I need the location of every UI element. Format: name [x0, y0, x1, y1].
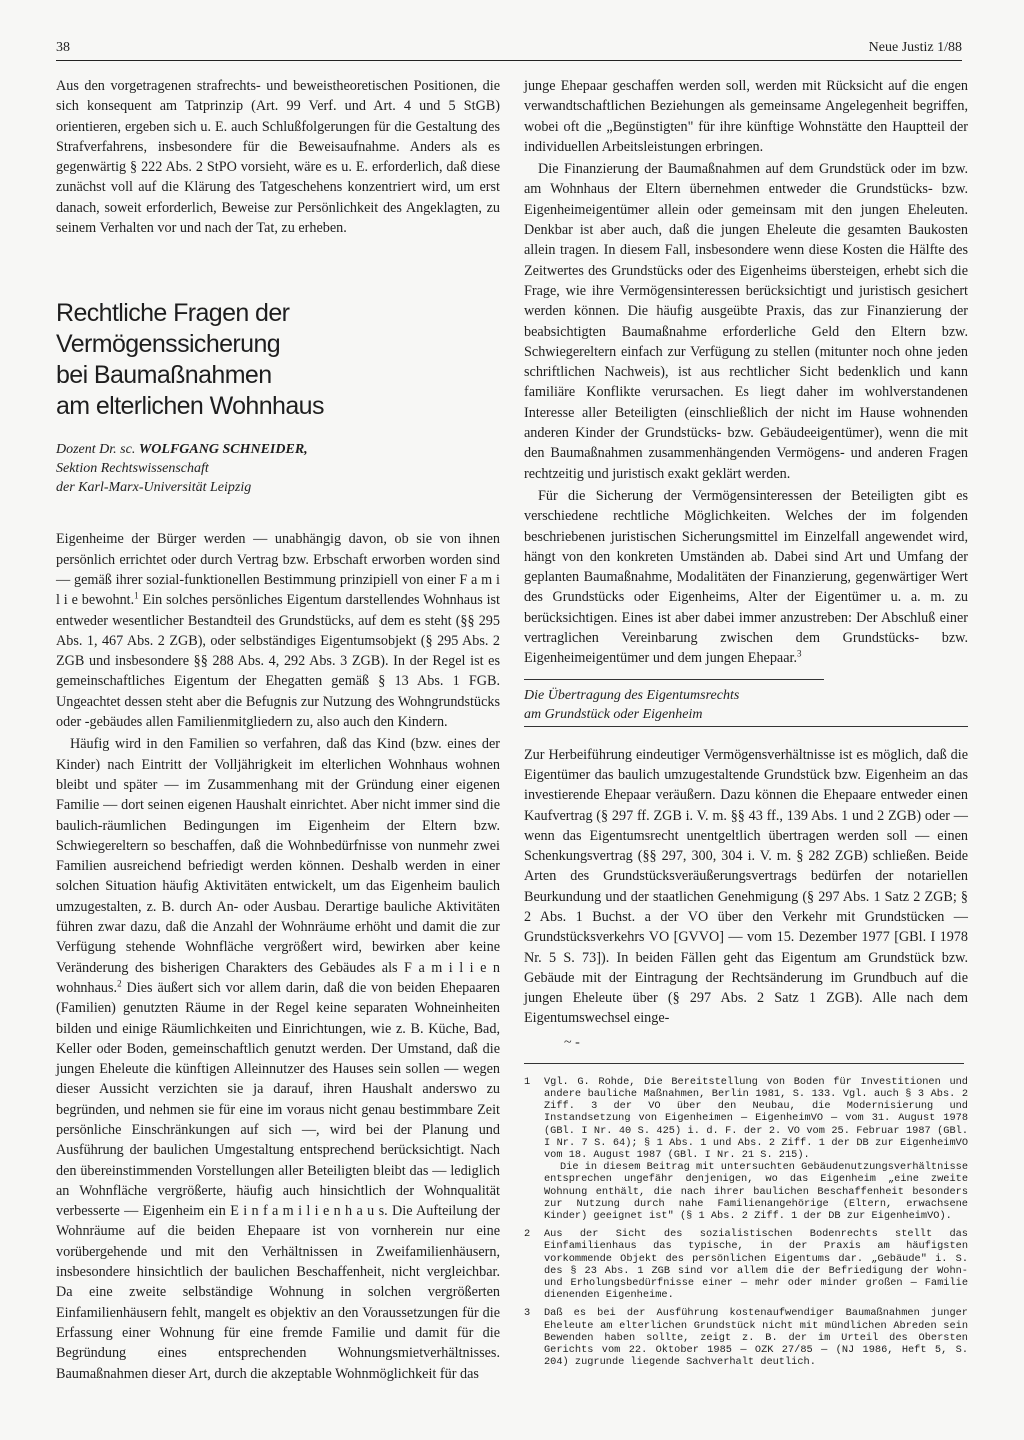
footnote [524, 1076, 968, 1222]
scan-marks: ~ - [564, 1034, 580, 1050]
article-title-line: am elterlichen Wohnhaus [56, 392, 324, 421]
article-title-line: bei Baumaßnahmen [56, 361, 272, 390]
article-title-line: Rechtliche Fragen der Vermögenssicherung [56, 299, 290, 359]
footnote-number: 2 [524, 1228, 531, 1241]
footnote-rule [524, 1063, 964, 1064]
footnote-ref[interactable]: 1 [134, 590, 139, 601]
footnotes [524, 1076, 968, 1369]
body-paragraph: Häufig wird in den Familien so verfahren, daß das Kind (bzw. eines der Kinder) nach Eintritt der Volljährigkeit im elterlichen Wohnhaus wohnen bleibt und später — im Zusammenhang mit der Gründung einer eigenen Familie — dort seinen eigenen Haushalt einrichtet. Aber nicht immer sind die baulich-räumlichen Bedingungen im Eigenheim der Eltern bzw. Schwiegereltern so beschaffen, daß die Wohnbedürfnisse von nunmehr zwei Familien ausreichend befriedigt werden können. Deshalb werden in einer solchen Situation häufig Aktivitäten entwickelt, um das Eigenheim baulich umzugestalten, z. B. durch An- oder Ausbau. Derartige bauliche Aktivitäten führen zwar dazu, daß die Anzahl der Wohnräume erhöht und damit die zur Verfügung stehende Wohnfläche vergrößert wird, bewirken aber keine Veränderung des bisherigen Charakters des Gebäudes als F a m i l i e n wohnhaus.$^2$ Dies äußert sich vor allem darin, daß die von beiden Ehepaaren (Familien) genutzten Räume in der Regel keine separaten Wohneinheiten bilden und einige Räumlichkeiten und Einrichtungen, wie z. B. Küche, Bad, Keller oder Boden, gemeinschaftlich genutzt werden. Der Umstand, daß die jungen Eheleute die künftigen Alleinnutzer des Hauses sein sollen — wegen dieser Aussicht verzichten sie ja darauf, ihren Haushalt anderswo zu begründen, und nehmen sie für eine im voraus nicht genau bestimmbare Zeit persönliche Einschränkungen auf sich —, wird bei der Planung und Ausführung der baulichen Umgestaltung entsprechend berücksichtigt. Nach den übereinstimmenden Vorstellungen aller Beteiligten bleibt das — lediglich an Wohnfläche vergrößerte, häufig auch hinsichtlich der Wohnqualität verbesserte — Eigenheim ein E i n f a m i l i e n h a u s. Die Aufteilung der Wohnräume auf die beiden Ehepaare ist von vornherein nur eine vorübergehende und mit den Verhältnissen in Zweifamilienhäusern, insbesondere hinsichtlich der baulichen Beschaffenheit, nicht vergleichbar. Da eine zweite selbständige Wohnung in solchen vergrößerten Einfamilienhäusern fehlt, mangelt es objektiv an den Voraussetzungen für die Erfassung einer Wohnung für eine fremde Familie und damit für die Begründung eines entsprechenden Wohnungsmietverhältnisses. Baumaßnahmen dieser Art, durch die akzeptable Wohnmöglichkeit für das [56, 736, 500, 1382]
footnote [524, 1307, 968, 1368]
body-paragraph: junge Ehepaar geschaffen werden soll, werden mit Rücksicht auf die engen verwandtschaftlichen Beziehungen als gemeinsame Angelegenheit begriffen, wobei oft die „Begünstigten" für ihre künftige Wohnstätte den Hauptteil der individuellen Arbeitsleistungen erbringen. [524, 78, 968, 155]
body-paragraph: Die Finanzierung der Baumaßnahmen auf dem Grundstück oder im bzw. am Wohnhaus der Eltern übernehmen entweder die Grundstücks- bzw. Eigenheimeigentümer allein oder gemeinsam mit den jungen Eheleuten. Denkbar ist aber auch, daß die jungen Eheleute die gesamten Baukosten allein tragen. In diesem Fall, insbesondere wenn diese Kosten die Hälfte des Zeitwertes des Grundstücks oder des Eigenheims übersteigen, erhebt sich die Frage, wie ihre Vermögensinteressen berücksichtigt und juristisch gesichert werden können. Die häufig ausgeübte Praxis, das zur Finanzierung der beabsichtigten Baumaßnahme erforderliche Geld den Eltern bzw. Schwiegereltern einfach zur Verfügung zu stellen (mitunter noch ohne jeden schriftlichen Nachweis), ist aus rechtlicher Sicht bedenklich und kann familiäre Konflikte verursachen. Es liegt daher im wohlverstandenen Interesse aller Beteiligten (einschließlich der nicht im Hause wohnenden anderen Kinder der Grundstücks- bzw. Gebäudeeigentümer), wenn die mit den Baumaßnahmen zusammenhängenden Vermögens- und anderen Fragen rechtzeitig und juristisch exakt geklärt werden. [524, 161, 968, 482]
right-column [524, 76, 968, 1374]
body-paragraph: Zur Herbeiführung eindeutiger Vermögensverhältnisse ist es möglich, daß die Eigentümer das baulich umzugestaltende Grundstück bzw. Eigenheim an das investierende Ehepaar veräußern. Dazu können die Ehepaare entweder einen Kaufvertrag (§ 297 ff. ZGB i. V. m. §§ 43 ff., 139 Abs. 1 und 2 ZGB) oder — wenn das Eigentumsrecht unentgeltlich übertragen werden soll — einen Schenkungsvertrag (§§ 297, 300, 304 i. V. m. § 282 ZGB) schließen. Beide Arten des Grundstücksveräußerungsvertrags bedürfen der notariellen Beurkundung und der staatlichen Genehmigung (§ 297 Abs. 1 Satz 2 ZGB; § 2 Abs. 1 Buchst. a der VO über den Verkehr mit Grundstücken — Grundstücksverkehrs VO [GVVO] — vom 15. Dezember 1977 [GBl. I 1978 Nr. 5 S. 73]). In beiden Fällen geht das Eigentum am Grundstück bzw. Gebäude mit der Eintragung der Rechtsänderung im Grundbuch auf die jungen Eheleute über (§ 297 Abs. 2 Satz 1 ZGB). Alle nach dem Eigentumswechsel einge- [524, 746, 968, 1027]
footnote-text: Vgl. G. Rohde, Die Bereitstellung von Boden für Investitionen und andere bauliche Maßnahmen, Berlin 1981, S. 133. Vgl. auch § 3 Abs. 2 Ziff. 3 der VO über den Neubau, die Modernisierung und Instandsetzung von Eigenheimen — EigenheimVO — vom 31. August 1978 (GBl. I Nr. 40 S. 425) i. d. F. der 2. VO vom 25. Februar 1987 (GBl. I Nr. 7 S. 64); § 1 Abs. 1 und Abs. 2 Ziff. 1 der DB zur EigenheimVO vom 18. August 1987 (GBl. I Nr. 21 S. 215). [544, 1075, 968, 1161]
footnote-text: Die in diesem Beitrag mit untersuchten Gebäudenutzungsverhältnisse entsprechen ungefähr denjenigen, wo das Eigenheim „eine zweite Wohnung enthält, die nach ihrer baulichen Beschaffenheit besonders zur Nutzung durch nahe Familienangehörige (Eltern, erwachsene Kinder) geeignet ist" (§ 1 Abs. 2 Ziff. 1 der DB zur EigenheimVO). [544, 1161, 968, 1222]
author-university: der Karl-Marx-Universität Leipzig [56, 480, 252, 496]
footnote-ref[interactable]: 2 [117, 978, 122, 989]
author-byline [56, 440, 500, 497]
journal-name: Neue Justiz 1/88 [868, 40, 962, 55]
intro-paragraph: Aus den vorgetragenen strafrechts- und beweistheoretischen Positionen, die sich konsequent am Tatprinzip (Art. 99 Verf. und Art. 4 und 5 StGB) orientieren, ergeben sich u. E. auch Schlußfolgerungen für die Gestaltung des Strafverfahrens, insbesondere für die Beweisaufnahme. Anders als es gegenwärtig § 222 Abs. 2 StPO vorsieht, wäre es u. E. erforderlich, daß diese zunächst voll auf die Klärung des Tatgeschehens konzentriert wird, um erst danach, soweit erforderlich, Beweise zur Persönlichkeit des Angeklagten, zu seinem Verhalten vor und nach der Tat, zu erheben. [56, 78, 500, 237]
body-paragraph: Für die Sicherung der Vermögensinteressen der Beteiligten gibt es verschiedene rechtliche Möglichkeiten. Welches der im folgenden beschriebenen juristischen Sicherungsmittel im Einzelfall angewendet wird, hängt von den konkreten Umständen ab. Dabei sind Art und Umfang der geplanten Baumaßnahme, Modalitäten der Finanzierung, gegenwärtiger Wert des Grundstücks oder Eigenheims, Alter der Eigentümer u. a. m. zu berücksichtigen. Eines ist aber dabei immer anzustreben: Der Abschluß einer vertraglichen Vereinbarung zwischen dem Grundstücks- bzw. Eigenheimeigentümer und dem jungen Ehepaar.$^3$ [524, 487, 968, 667]
footnote [524, 1228, 968, 1301]
footnote-text: Aus der Sicht des sozialistischen Bodenrechts stellt das Einfamilienhaus das typische, in der Praxis am häufigsten vorkommende Objekt des persönlichen Eigentums dar. „Gebäude" i. S. des § 23 Abs. 1 ZGB sind vor allem die der Befriedigung der Wohn- und Erholungsbedürfnisse einer — mehr oder minder großen — Familie dienenden Eigenheime. [544, 1228, 968, 1302]
author-department: Sektion Rechtswissenschaft [56, 461, 209, 477]
article-title [56, 298, 500, 422]
author-name: WOLFGANG SCHNEIDER, [138, 442, 308, 458]
footnote-text: Daß es bei der Ausführung kostenaufwendiger Baumaßnahmen junger Eheleute am elterlichen Grundstück nicht mit mündlichen Abreden sein Bewenden haben sollte, zeigt z. B. der im Urteil des Obersten Gerichts vom 22. Oktober 1985 — OZK 27/85 — (NJ 1986, Heft 5, S. 204) zugrunde liegende Sachverhalt deutlich. [544, 1307, 968, 1369]
left-column [56, 76, 500, 1386]
page-number: 38 [56, 40, 70, 55]
author-title: Dozent Dr. sc. [56, 442, 139, 458]
footnote-number: 1 [524, 1075, 531, 1088]
body-paragraph: Eigenheime der Bürger werden — unabhängig davon, ob sie von ihnen persönlich errichtet oder durch Vertrag bzw. Erbschaft erworben worden sind — gemäß ihrer sozial-funktionellen Bestimmung prinzipiell von einer F a m i l i e bewohnt.$^1$ Ein solches persönliches Eigentum darstellendes Wohnhaus ist entweder wesentlicher Bestandteil des Grundstücks, auf dem es steht (§§ 295 Abs. 1, 467 Abs. 2 ZGB), oder selbständiges Eigentumsobjekt (§ 295 Abs. 2 ZGB und insbesondere §§ 288 Abs. 4, 292 Abs. 3 ZGB). In der Regel ist es gemeinschaftliches Eigentum der Ehegatten gemäß § 13 Abs. 1 FGB. Ungeachtet dessen steht aber die Befugnis zur Nutzung des Wohngrundstücks oder -gebäudes allen Familienmitgliedern zu, also auch den Kindern. [56, 531, 500, 731]
section-heading: Die Übertragung des Eigentumsrechts am Grundstück oder Eigenheim [524, 680, 968, 727]
footnote-number: 3 [524, 1307, 531, 1320]
footnote-ref[interactable]: 3 [797, 648, 802, 659]
page-header [56, 38, 962, 61]
